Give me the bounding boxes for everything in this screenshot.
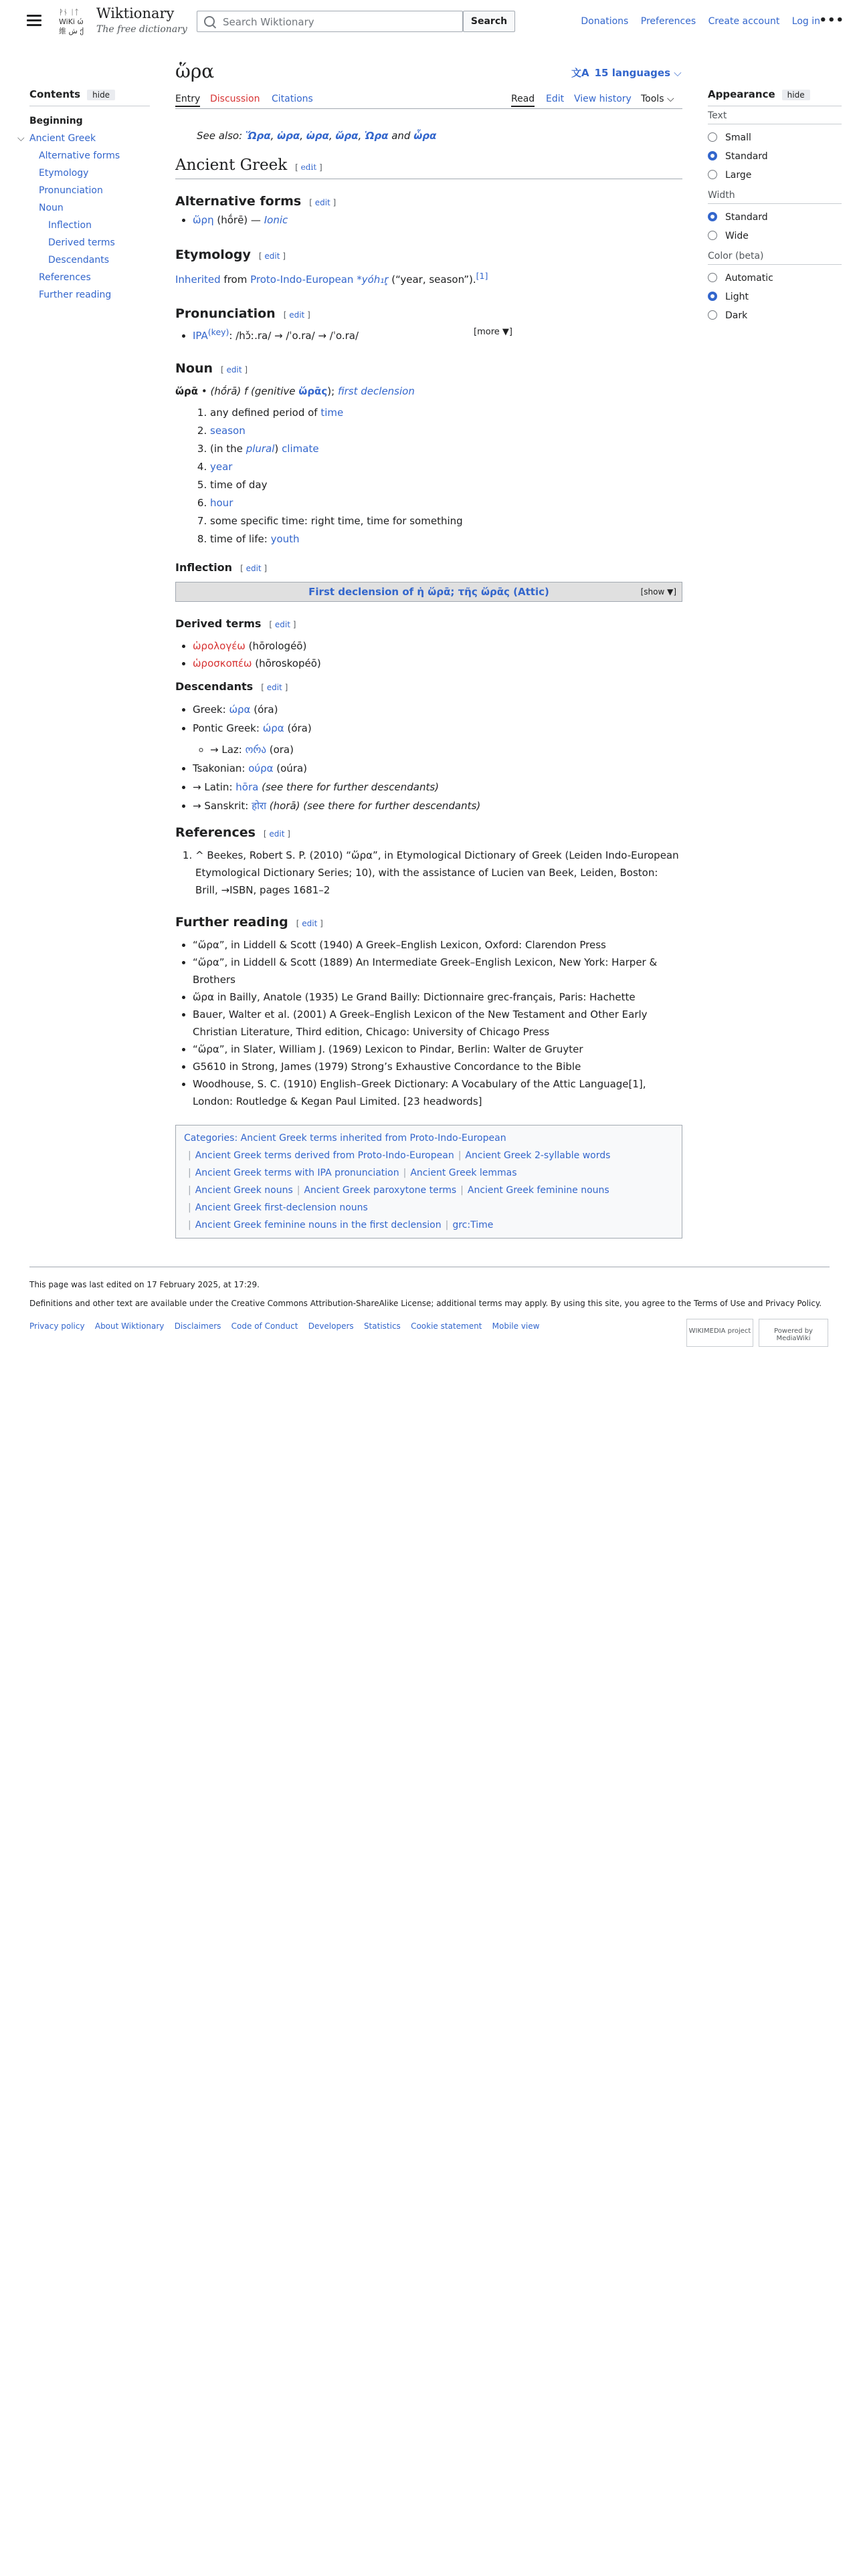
toc-item-ancient-greek[interactable] [17, 132, 150, 149]
toc-link[interactable]: Descendants [48, 255, 109, 265]
chevron-down-icon: ⌵ [666, 94, 674, 104]
section-etymology [175, 246, 682, 288]
license-text: Definitions and other text are available under the Creative Commons Attribution-ShareAlike License; additional terms may apply. By using this site, you agree to the Terms of Use and Privacy Policy. [29, 1299, 822, 1308]
sense-item [210, 494, 682, 512]
tab-citations[interactable]: Citations [272, 94, 313, 104]
radio-button[interactable] [708, 132, 717, 142]
categories-label[interactable]: Categories: [184, 1133, 238, 1144]
term-link[interactable]: ώρα [229, 704, 251, 716]
radio-button[interactable] [708, 273, 717, 282]
sense-text: time of day [210, 479, 268, 491]
toc-item-noun[interactable] [29, 201, 150, 219]
list-item [193, 778, 682, 796]
section-noun [175, 360, 682, 548]
category-link[interactable]: Ancient Greek terms with IPA pronunciation [195, 1168, 399, 1178]
section-derived-terms [175, 615, 682, 672]
radio-button[interactable] [708, 310, 717, 320]
toc-link[interactable]: Noun [39, 203, 64, 213]
section-ancient-greek [175, 156, 682, 179]
toc-hide-button[interactable]: hide [87, 90, 115, 100]
edit-link[interactable]: edit [314, 198, 330, 207]
see-also: See also: Ὥρα, ὡρα, ὠρα, ὤρα, Ὡρα and ὧρα [197, 130, 437, 142]
cookie-statement-link[interactable]: Cookie statement [411, 1321, 482, 1331]
sense-text: (in the [210, 443, 246, 455]
option-label: Standard [725, 212, 768, 223]
section-heading [175, 914, 682, 932]
radio-button[interactable] [708, 170, 717, 179]
inflection-table-toggle[interactable] [175, 582, 682, 602]
edit-section-link[interactable]: [ edit ] [221, 365, 248, 374]
section-inflection [175, 559, 682, 577]
heading-text: Inflection [175, 561, 233, 574]
category-separator: | [460, 1185, 464, 1196]
list-item [193, 796, 682, 815]
list-item: • ὥρα in Bailly, Anatole (1935) Le Grand Bailly: Dictionnaire grec-français, Paris: Hachette [193, 988, 682, 1006]
translit: (oúra) [276, 762, 308, 774]
section-further-reading [175, 914, 682, 1110]
language-button[interactable] [571, 66, 682, 80]
heading-text: Descendants [175, 680, 254, 693]
width-standard-option[interactable] [708, 208, 842, 227]
language-name: Pontic Greek: [193, 722, 260, 734]
translit: (hṓrē) — [217, 214, 261, 226]
language-heading [175, 156, 682, 179]
section-references [175, 824, 682, 899]
reference-item: 1. ^ Beekes, Robert S. P. (2010) “ὥρα”, in Etymological Dictionary of Greek (Leiden Indo-European Etymological Dictionary Series; 10), with the assistance of Lucien van Beek, Leiden, Boston: Brill, →ISBN, pages 1681–2 [195, 847, 682, 899]
translit: (hōrologéō) [248, 640, 307, 652]
headword-line: ὥρᾱ • (hṓrā) f (genitive ὥρᾱς); first declension [175, 385, 415, 397]
etymology-text [175, 267, 682, 288]
category-link[interactable]: Ancient Greek 2-syllable words [465, 1150, 611, 1161]
toc-item-derived-terms[interactable] [29, 236, 150, 253]
term-link[interactable]: ώρα [262, 722, 284, 734]
language-name: Greek: [193, 704, 226, 716]
language-name: → Sanskrit: [193, 800, 249, 812]
sense-text: ) [274, 443, 279, 455]
headword-info: • (hṓrā) f (genitive [201, 385, 296, 397]
color-light-option[interactable] [708, 288, 842, 306]
list-item [193, 637, 682, 655]
category-separator: | [188, 1220, 191, 1230]
ipa-link[interactable]: IPA [193, 330, 208, 342]
about-link[interactable]: About Wiktionary [94, 1321, 165, 1331]
heading-text: Noun [175, 361, 213, 376]
section-heading [175, 360, 682, 379]
ipa-key-link[interactable]: (key) [207, 327, 229, 337]
list-item [193, 324, 682, 344]
color-automatic-option[interactable] [708, 269, 842, 288]
more-toggle[interactable]: [more ▼] [474, 327, 512, 337]
category-separator: | [188, 1150, 191, 1161]
translate-icon: 文A [571, 67, 589, 79]
category-separator: | [445, 1220, 449, 1230]
site-logo[interactable] [55, 4, 91, 40]
divider [708, 264, 842, 265]
see-also-link[interactable]: Ὥρα [245, 130, 271, 142]
ety-gloss: (“year, season”). [391, 274, 476, 286]
search-icon [204, 16, 215, 27]
section-heading [175, 559, 682, 577]
list-item: • Woodhouse, S. C. (1910) English–Greek Dictionary: A Vocabulary of the Attic Language[1], London: Routledge & Kegan Paul Limited. [23 headwords] [193, 1075, 682, 1110]
svg-text:ᚹᚾ ᛁᛏ: ᚹᚾ ᛁᛏ [59, 8, 79, 17]
inflection-title[interactable]: First declension of ἡ ὥρᾱ; τῆς ὥρᾱς (Attic) [308, 586, 549, 598]
text-standard-option[interactable] [708, 147, 842, 166]
tab-entry[interactable]: Entry [175, 94, 200, 107]
see-also-and: and [391, 130, 411, 142]
edit-section-link[interactable]: [ edit ] [261, 683, 288, 692]
text-size-label: Text [708, 110, 727, 121]
radio-button-selected[interactable] [708, 212, 717, 221]
search-box [197, 11, 463, 32]
toc-link[interactable]: Etymology [39, 168, 89, 179]
category-link[interactable]: Ancient Greek feminine nouns [467, 1185, 609, 1196]
appearance-hide-button[interactable]: hide [782, 90, 810, 100]
see-also-label: See also: [197, 130, 243, 142]
last-edited: This page was last edited on 17 February 2025, at 17:29. [29, 1280, 260, 1289]
edit-link[interactable]: edit [266, 683, 282, 692]
appearance-header [708, 88, 842, 100]
statistics-link[interactable]: Statistics [363, 1321, 401, 1331]
edit-link[interactable]: edit [264, 251, 280, 261]
edit-section-link[interactable]: [ edit ] [309, 198, 337, 207]
tab-discussion[interactable]: Discussion [210, 94, 260, 104]
category-separator: | [296, 1185, 300, 1196]
mediawiki-badge[interactable]: Powered by MediaWiki [759, 1319, 828, 1347]
category-separator: | [188, 1185, 191, 1196]
radio-button-selected[interactable] [708, 292, 717, 301]
sense-link[interactable]: climate [282, 443, 319, 455]
translit: (hōroskopéō) [255, 657, 321, 669]
translit: (ora) [269, 744, 294, 756]
sense-item [210, 422, 682, 440]
ety-from: from [223, 274, 248, 286]
divider [175, 108, 682, 109]
dialect-link[interactable]: Ionic [264, 214, 288, 226]
translit: (óra) [287, 722, 312, 734]
category-link[interactable]: Ancient Greek lemmas [410, 1168, 517, 1178]
edit-link[interactable]: edit [269, 829, 285, 839]
width-label: Width [708, 190, 735, 201]
see-also-link[interactable]: ὧρα [413, 130, 437, 142]
categories-box [175, 1125, 682, 1239]
toc-item-etymology[interactable] [29, 167, 150, 184]
section-heading [175, 246, 682, 265]
toc-title: Contents [29, 88, 81, 100]
sense-item [210, 512, 682, 530]
chevron-down-icon: ⌵ [674, 67, 682, 79]
option-label: Light [725, 292, 749, 302]
reference-link[interactable]: [1] [476, 271, 488, 281]
option-label: Automatic [725, 273, 773, 284]
section-descendants [175, 678, 682, 815]
list-item: • “ὥρα”, in Liddell & Scott (1940) A Greek–English Lexicon, Oxford: Clarendon Press [193, 936, 682, 954]
ipa-text: : /hɔ̌ː.ra/ → /ˈo.ra/ → /ˈo.ra/ [229, 330, 359, 342]
edit-section-link[interactable]: [ edit ] [283, 310, 310, 320]
category-separator: | [458, 1150, 462, 1161]
sense-link[interactable]: season [210, 425, 246, 437]
list-item [193, 211, 682, 229]
appearance-panel [708, 88, 842, 325]
sense-text: time of life: [210, 533, 271, 545]
main-menu-icon[interactable] [27, 15, 41, 27]
wikimedia-badge[interactable]: WIKIMEDIA project [686, 1319, 753, 1347]
translit: (horā) (see there for further descendants) [269, 800, 481, 812]
edit-link[interactable]: edit [289, 310, 305, 320]
inherited-link[interactable]: Inherited [175, 274, 221, 286]
edit-section-link[interactable]: [ edit ] [296, 919, 323, 928]
color-label: Color (beta) [708, 251, 764, 261]
list-item: • Bauer, Walter et al. (2001) A Greek–English Lexicon of the New Testament and Other Early Christian Literature, Third edition, Chicago: University of Chicago Press [193, 1006, 682, 1041]
edit-link[interactable]: edit [226, 365, 242, 374]
edit-link[interactable]: edit [302, 919, 318, 928]
tools-label: Tools [641, 94, 664, 104]
sense-link[interactable]: hour [210, 497, 233, 509]
see-also-link[interactable]: ὤρα [335, 130, 359, 142]
donations-link[interactable]: Donations [581, 16, 629, 27]
list-item [210, 740, 682, 759]
privacy-policy-link[interactable]: Privacy policy [29, 1321, 85, 1331]
see-also-link[interactable]: Ὡρα [365, 130, 389, 142]
section-alternative-forms [175, 193, 682, 229]
option-label: Small [725, 132, 751, 143]
category-separator: | [403, 1168, 407, 1178]
code-of-conduct-link[interactable]: Code of Conduct [231, 1321, 298, 1331]
term-link[interactable]: ὡρολογέω [193, 640, 246, 652]
headword: ὥρᾱ [175, 385, 199, 397]
toc-link[interactable]: Inflection [48, 220, 92, 231]
category-link[interactable]: Ancient Greek paroxytone terms [304, 1185, 457, 1196]
toc-item-alternative-forms[interactable] [29, 149, 150, 167]
list-item [193, 700, 682, 719]
tools-menu[interactable] [641, 94, 674, 104]
disclaimers-link[interactable]: Disclaimers [174, 1321, 221, 1331]
sense-link[interactable]: plural [246, 443, 275, 455]
section-heading [175, 305, 682, 324]
category-separator: | [188, 1168, 191, 1178]
heading-text: Further reading [175, 915, 288, 930]
toc-item-inflection[interactable] [29, 219, 150, 236]
category-link[interactable]: Ancient Greek feminine nouns in the first declension [195, 1220, 442, 1230]
toc-link[interactable]: Derived terms [48, 237, 115, 248]
text-small-option[interactable] [708, 128, 842, 147]
table-of-contents [17, 88, 150, 306]
category-link[interactable]: Ancient Greek nouns [195, 1185, 293, 1196]
language-count: 15 languages [594, 67, 671, 79]
show-toggle[interactable]: [show ▼] [640, 587, 676, 597]
sense-item [210, 530, 682, 548]
text-large-option[interactable] [708, 166, 842, 185]
toc-link[interactable]: Ancient Greek [29, 133, 96, 144]
term-link[interactable]: होरा [252, 800, 266, 812]
term-link[interactable]: ούρα [248, 762, 274, 774]
appearance-title: Appearance [708, 88, 775, 100]
toc-item-beginning[interactable]: Beginning [29, 116, 83, 126]
pie-link[interactable]: Proto-Indo-European [250, 274, 354, 286]
toc-item-descendants[interactable] [29, 253, 150, 271]
heading-text: Ancient Greek [175, 156, 288, 174]
sense-list [175, 404, 682, 548]
tab-read[interactable]: Read [511, 94, 535, 107]
section-heading [175, 193, 682, 211]
heading-text: Derived terms [175, 617, 262, 630]
toc-link[interactable]: Pronunciation [39, 185, 103, 196]
create-account-link[interactable]: Create account [708, 16, 780, 27]
list-item [193, 719, 682, 759]
edit-link[interactable]: edit [246, 564, 262, 573]
option-label: Standard [725, 151, 768, 162]
option-label: Large [725, 170, 752, 181]
radio-button-selected[interactable] [708, 151, 717, 160]
toc-link[interactable]: Alternative forms [39, 150, 120, 161]
sense-item [210, 404, 682, 422]
list-item [193, 655, 682, 672]
category-link[interactable]: grc:Time [452, 1220, 494, 1230]
toc-item-further-reading[interactable] [29, 288, 150, 306]
more-options-icon[interactable]: ••• [819, 13, 844, 27]
personal-tools [571, 16, 820, 27]
mobile-view-link[interactable]: Mobile view [492, 1321, 540, 1331]
see-also-link[interactable]: ὡρα [277, 130, 300, 142]
term-link[interactable]: ὡροσκοπέω [193, 657, 252, 669]
heading-text: Pronunciation [175, 306, 276, 321]
section-pronunciation [175, 305, 682, 344]
chevron-down-icon[interactable]: ⌵ [17, 133, 25, 144]
edit-link[interactable]: edit [274, 620, 290, 629]
svg-text:WiKi ώ: WiKi ώ [59, 17, 84, 26]
section-heading [175, 615, 682, 633]
sense-text: some specific time: right time, time for something [210, 515, 463, 527]
option-label: Wide [725, 231, 749, 241]
sense-link[interactable]: time [320, 407, 344, 419]
term-link[interactable]: ორა [245, 744, 266, 756]
width-wide-option[interactable] [708, 227, 842, 245]
edit-section-link[interactable]: [ edit ] [258, 251, 286, 261]
svg-text:維 ش ქ: 維 ش ქ [59, 27, 84, 35]
sense-item [210, 440, 682, 458]
translit: (see there for further descendants) [262, 781, 439, 793]
toc-item-references[interactable] [29, 271, 150, 288]
language-name: → Latin: [193, 781, 233, 793]
tab-view-history[interactable]: View history [574, 94, 632, 104]
term-link[interactable]: hōra [235, 781, 259, 793]
tab-edit[interactable]: Edit [546, 94, 565, 104]
list-item: • “ὥρα”, in Slater, William J. (1969) Lexicon to Pindar, Berlin: Walter de Gruyter [193, 1041, 682, 1058]
sense-link[interactable]: year [210, 461, 233, 473]
option-label: Dark [725, 310, 748, 321]
edit-section-link[interactable]: [ edit ] [295, 163, 322, 172]
category-separator: | [188, 1202, 191, 1213]
root-link[interactable]: *yóh₁r̥ [357, 274, 389, 286]
heading-text: Etymology [175, 247, 251, 262]
declension-link[interactable]: first declension [337, 385, 415, 397]
divider [708, 203, 842, 204]
term-link[interactable]: ὥρη [193, 214, 214, 226]
sense-link[interactable]: youth [270, 533, 300, 545]
sense-item [210, 458, 682, 476]
sense-item [210, 476, 682, 494]
language-name: Tsakonian: [193, 762, 246, 774]
toc-item-pronunciation[interactable] [29, 184, 150, 201]
heading-text: Alternative forms [175, 194, 302, 209]
list-item: • G5610 in Strong, James (1979) Strong’s Exhaustive Concordance to the Bible [193, 1058, 682, 1075]
site-tagline: The free dictionary [96, 24, 187, 35]
radio-button[interactable] [708, 231, 717, 240]
edit-section-link[interactable]: [ edit ] [269, 620, 296, 629]
translit: (óra) [254, 704, 278, 716]
section-heading [175, 678, 682, 696]
toc-link[interactable]: Further reading [39, 290, 112, 300]
toc-link[interactable]: References [39, 272, 91, 283]
log-in-link[interactable]: Log in [791, 16, 820, 27]
category-link[interactable]: Ancient Greek terms derived from Proto-Indo-European [195, 1150, 454, 1161]
list-item: • “ὥρα”, in Liddell & Scott (1889) An Intermediate Greek–English Lexicon, New York: Harper & Brothers [193, 954, 682, 988]
preferences-link[interactable]: Preferences [640, 16, 696, 27]
section-heading [175, 824, 682, 843]
see-also-link[interactable]: ὠρα [306, 130, 329, 142]
search-input[interactable] [221, 14, 452, 30]
toc-header [29, 88, 150, 100]
edit-section-link[interactable]: [ edit ] [263, 829, 290, 839]
developers-link[interactable]: Developers [308, 1321, 354, 1331]
search-button[interactable]: Search [463, 11, 515, 32]
page-title: ὥρα [175, 60, 215, 82]
list-item [193, 759, 682, 778]
edit-section-link[interactable]: [ edit ] [240, 564, 268, 573]
language-name: → Laz: [210, 744, 242, 756]
color-dark-option[interactable] [708, 306, 842, 325]
site-name[interactable]: Wiktionary [96, 5, 175, 21]
sense-text: any defined period of [210, 407, 321, 419]
category-link[interactable]: Ancient Greek first-declension nouns [195, 1202, 368, 1213]
category-link[interactable]: Ancient Greek terms inherited from Proto-Indo-European [240, 1133, 506, 1144]
edit-link[interactable]: edit [300, 163, 317, 172]
genitive-link[interactable]: ὥρᾱς [298, 385, 328, 397]
heading-text: References [175, 825, 256, 840]
